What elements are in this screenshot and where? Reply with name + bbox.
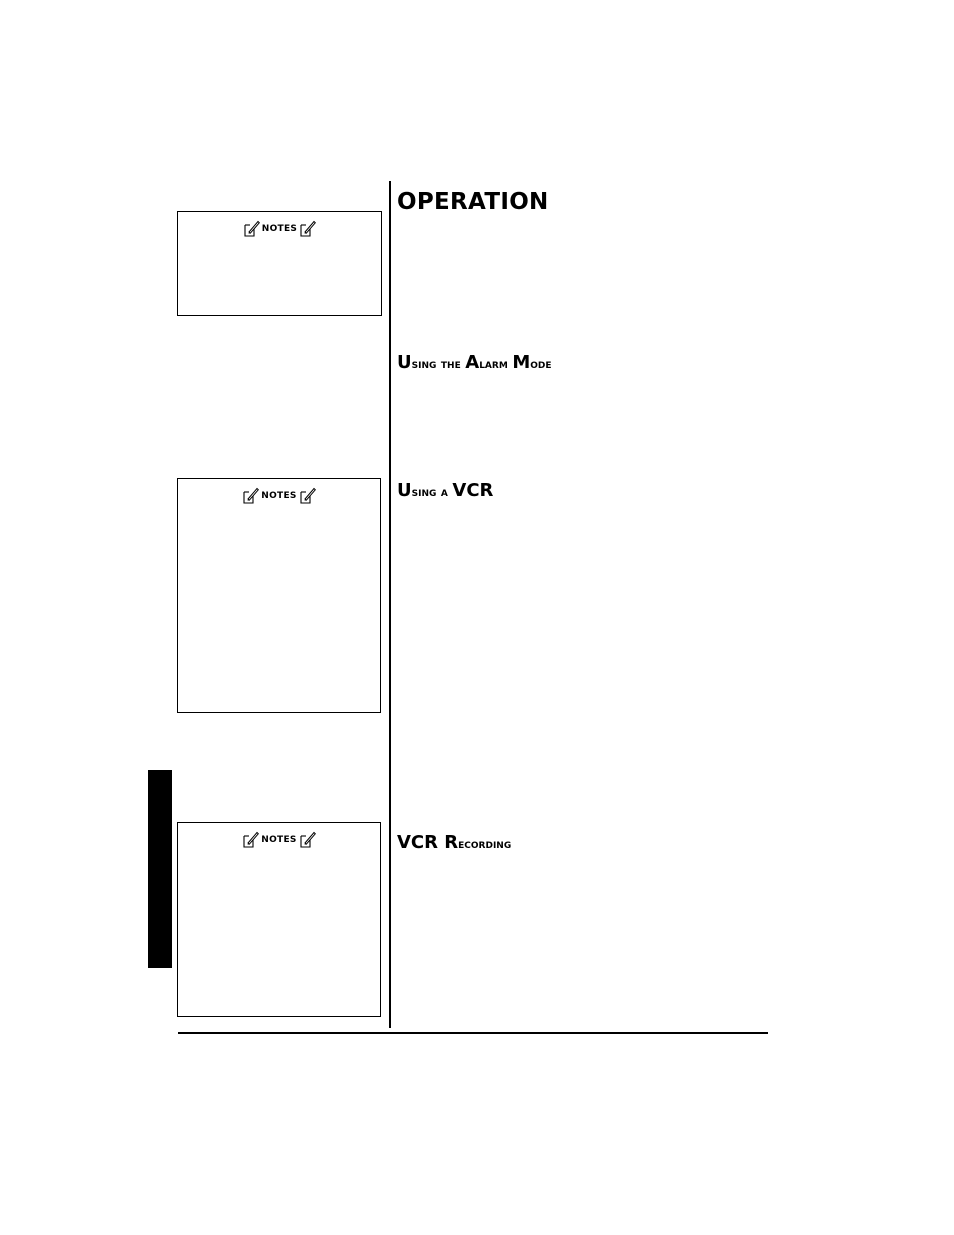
section-thumb-tab (148, 770, 172, 968)
heading-initial: U (397, 479, 412, 501)
heading-using-the-alarm-mode (397, 352, 552, 376)
notes-label: notes (261, 487, 297, 502)
page-title: OPERATION (397, 189, 549, 216)
footer-rule (178, 1032, 768, 1034)
heading-initial: VCR (397, 831, 445, 853)
notes-header (178, 829, 380, 850)
notepad-pencil-icon (242, 487, 259, 504)
notes-box (177, 822, 381, 1017)
heading-text: sing the (411, 356, 466, 372)
heading-text: ode (530, 356, 552, 372)
notes-box (177, 211, 382, 316)
heading-text: larm (479, 356, 513, 372)
notes-header (178, 485, 380, 506)
notepad-pencil-icon (242, 831, 259, 848)
notes-box (177, 478, 381, 713)
heading-initial: VCR (452, 479, 494, 501)
heading-initial: U (397, 351, 412, 373)
notepad-pencil-icon (299, 831, 316, 848)
heading-vcr-recording (397, 832, 511, 856)
notepad-pencil-icon (243, 220, 260, 237)
notepad-pencil-icon (299, 220, 316, 237)
heading-text: ecording (458, 836, 512, 852)
heading-using-a-vcr (397, 480, 493, 504)
notes-label: notes (261, 220, 298, 235)
notes-label: notes (261, 831, 297, 846)
heading-text: sing a (411, 484, 453, 500)
notes-header (178, 218, 381, 239)
column-divider (389, 181, 391, 1028)
notepad-pencil-icon (299, 487, 316, 504)
heading-initial: R (444, 831, 459, 853)
heading-initial: M (512, 351, 531, 373)
heading-initial: A (465, 351, 480, 373)
